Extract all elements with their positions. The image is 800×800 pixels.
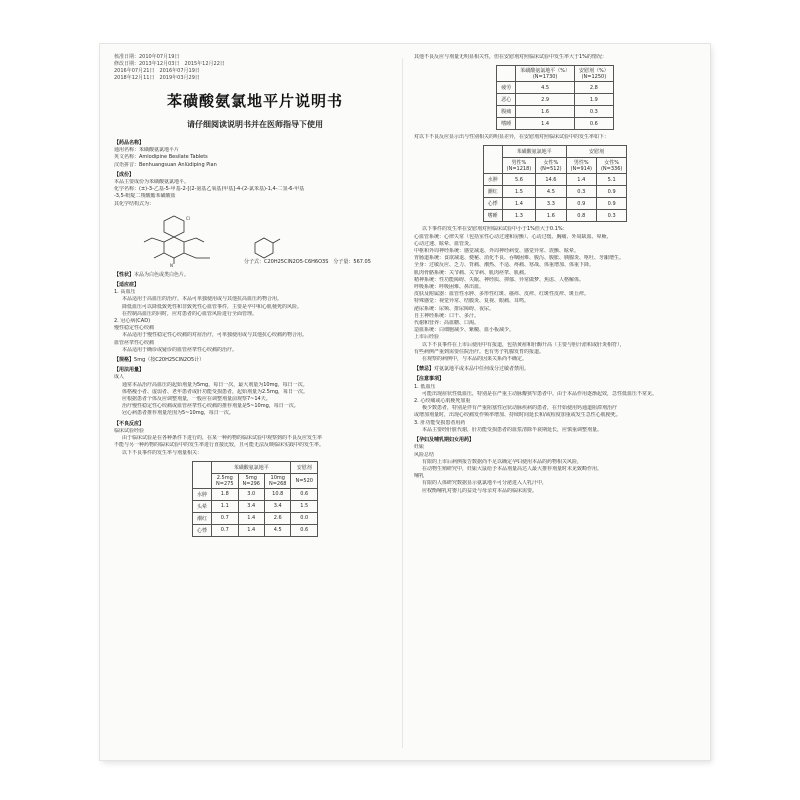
table-group-header: 安慰剂 — [291, 461, 317, 473]
text-line: 2. 冠心病(CAD) — [114, 318, 151, 325]
text-line: 上市后经验 — [414, 334, 440, 341]
text-line: 中枢和外周神经系统：感觉减退、外周神经病变、感觉异常、震颤、眩晕。 — [414, 248, 580, 255]
table-row — [483, 186, 627, 198]
section-text: 5mg（按C20H25ClN2O5计） — [134, 357, 205, 364]
table-cell: 0.9 — [596, 186, 626, 198]
table-cell: 0.9 — [596, 198, 626, 210]
table-cell: 3.4 — [265, 500, 291, 512]
text-line: 心动过速、眩晕、血管炎。 — [414, 240, 475, 247]
table-cell: 0.8 — [566, 210, 596, 222]
table-row — [193, 512, 318, 524]
molecular-formula: 分子式：C20H25ClN2O5·C6H6O3S 分子量：567.05 — [244, 258, 371, 265]
text-line: 呼吸系统：呼吸困难、鼻出血。 — [414, 284, 485, 291]
text-line: 特殊感觉：视觉异常、结膜炎、复视、眼痛、耳鸣。 — [414, 298, 530, 305]
text-line: 以下事件的发生率在安慰剂对照临床试验中小于1%但大于0.1%： — [422, 226, 568, 233]
svg-text:Cl: Cl — [186, 215, 190, 221]
text-line: 极少数患者，特别是伴有严重阻塞性冠状动脉疾病的患者，在开始使用钙通道阻滞剂治疗 — [422, 405, 618, 412]
row-label: 水肿 — [193, 488, 212, 500]
section-heading: 【成份】 — [114, 171, 135, 178]
table-header: 安慰剂（%） (N=1250) — [575, 66, 614, 82]
section-other-reactions — [414, 226, 696, 363]
table-cell: 14.6 — [536, 174, 566, 186]
text-line: 成人 — [114, 374, 125, 381]
table-row — [483, 210, 627, 222]
table-cell: 0.3 — [596, 210, 626, 222]
table-header: 苯磺酸氨氯地平（%） (N=1730) — [516, 66, 575, 82]
text-line: 在控制高血压的同时，应对患者的心血管风险进行全面管理。 — [122, 310, 258, 317]
table-cell: 4.5 — [265, 524, 291, 536]
text-line: 代谢和营养：高血糖、口渴。 — [414, 320, 480, 327]
table-cell: 0.6 — [575, 118, 614, 130]
section-text: 对氨氯地平或本品中任何成分过敏者禁用。 — [434, 366, 530, 373]
text-line: 有限的上市后病例报告数据尚不足以确定孕妇使用本品的药物相关风险， — [422, 458, 583, 465]
text-line: 有限的人体研究数据显示氨氯地平可分泌进入人乳汁中， — [422, 480, 548, 487]
text-line: 通用名称：苯磺酸氨氯地平片 — [114, 147, 180, 154]
table-subheader: 5mg N=296 — [238, 473, 264, 488]
text-line: 本品适用于慢性稳定性心绞痛的对症治疗，可单独使用或与其他抗心绞痛药物合用。 — [122, 332, 308, 339]
text-line: 慢性稳定性心绞痛 — [114, 325, 155, 332]
section-product-name — [114, 140, 396, 169]
table-group-header: 苯磺酸氨氯地平 — [212, 461, 291, 473]
table-cell: 0.6 — [291, 524, 317, 536]
table-cell: 0.3 — [575, 106, 614, 118]
document-subtitle: 请仔细阅读说明书并在医师指导下使用 — [187, 120, 323, 129]
amlodipine-structure-icon — [114, 212, 234, 268]
text-line: 本品适用于确诊或疑诊的血管痉挛性心绞痛的治疗。 — [122, 346, 238, 353]
text-line: 以下不良事件在上市后使用中有报道，包括黄疸和肝酶升高（主要与胆汁淤积或肝炎相符）， — [422, 341, 625, 348]
table-subheader: N=520 — [291, 473, 317, 488]
row-label: 嗜睡 — [483, 210, 502, 222]
revision-dates — [114, 54, 396, 82]
row-label: 腹痛 — [497, 106, 516, 118]
table-cell: 2.8 — [575, 82, 614, 94]
table-cell: 3.3 — [536, 198, 566, 210]
section-heading: 【性状】 — [114, 271, 135, 278]
text-line: 应根据患者个体反应调整剂量，一般应在调整剂量前观察7~14天。 — [122, 396, 271, 403]
text-line: 泌尿系统：尿频、排尿障碍、夜尿。 — [414, 305, 495, 312]
text-line: 英文名称：Amlodipine Besilate Tablets — [114, 154, 208, 161]
table-cell: 1.5 — [502, 186, 536, 198]
table-cell: 2.6 — [265, 512, 291, 524]
table-cell: 1.4 — [516, 118, 575, 130]
table-cell: 0.6 — [291, 488, 317, 500]
section-heading: 【注意事项】 — [414, 376, 445, 383]
text-line: 精神系统：性功能障碍、失眠、神经质、抑郁、异常做梦、焦虑、人格解体。 — [414, 276, 585, 283]
meta-line: 核准日期：2010年07月19日 — [114, 54, 180, 60]
text-line: 肌肉骨骼系统：关节痛、关节病、肌肉痉挛、肌痛。 — [414, 269, 530, 276]
text-line: 应权衡哺乳对婴儿的益处与母亲对本品的临床需要。 — [422, 487, 538, 494]
table-subheader: 男性% (N=914) — [566, 158, 596, 174]
table-row — [497, 94, 614, 106]
text-line: 汉语拼音：Benhuangsuan Anlüdiping Pian — [114, 161, 217, 168]
text-line: 治疗慢性稳定性心绞痛或血管痉挛性心绞痛的推荐剂量是5~10mg，每日一次。 — [122, 403, 299, 410]
section-text: 本品为白色或类白色片。 — [134, 271, 190, 278]
table-row — [483, 174, 627, 186]
table-cell: 4.5 — [516, 82, 575, 94]
section-heading: 【孕妇及哺乳期妇女用药】 — [414, 437, 475, 444]
text-line: 有些病例严重到需要住院治疗。也有男子乳腺发育的报道。 — [414, 348, 545, 355]
row-label: 心悸 — [483, 198, 502, 210]
text-line: -3,5-吡啶二羧酸酯苯磺酸盐 — [114, 193, 176, 200]
section-heading: 【规格】 — [114, 357, 135, 364]
text-line: 3. 肝功能受损患者用药 — [414, 419, 466, 426]
section-ingredients — [114, 172, 396, 268]
row-label: 嗜睡 — [497, 118, 516, 130]
table-cell: 0.7 — [212, 512, 238, 524]
table-subheader: 女性% (N=512) — [536, 158, 566, 174]
text-line: 临床试验经验 — [114, 427, 145, 434]
table-cell: 2.9 — [516, 94, 575, 106]
text-line: 化学名称：(±)-3-乙基-5-甲基-2-[(2-氨基乙氧基)甲基]-4-(2-氯苯基)-1,4-二氢-6-甲基 — [114, 186, 305, 193]
table-cell: 1.4 — [238, 512, 264, 524]
text-line: 不能与另一种药物的临床试验中的发生率进行直接比较，且可能无法反映临床实践中的发生率。 — [114, 442, 325, 449]
text-line: 或增加剂量时，出现心绞痛发作频率增加、持续时间延长和/或程度加重或发生急性心肌梗死。 — [414, 412, 621, 419]
dose-adverse-table — [192, 461, 318, 537]
table-cell: 1.4 — [502, 198, 536, 210]
svg-text:N: N — [170, 262, 173, 268]
right-column — [414, 54, 696, 495]
row-label: 潮红 — [193, 512, 212, 524]
text-line: 血管痉挛性心绞痛 — [114, 339, 155, 346]
text-line: 造血系统：白细胞减少、紫癜、血小板减少。 — [414, 327, 515, 334]
table-row — [483, 198, 627, 210]
table-cell: 1.9 — [575, 94, 614, 106]
text-line: 体格瘦小者、虚弱者、老年患者或肝功能受损患者，起始剂量为2.5mg，每日一次。 — [122, 388, 309, 395]
text-line: 2. 心绞痛或心肌梗死加重 — [414, 398, 471, 405]
table-subheader: 2.5mg N=275 — [212, 473, 238, 488]
table-row — [193, 524, 318, 536]
meta-line: 2018年12月11日 2019年03月29日 — [114, 75, 200, 81]
table-cell: 10.8 — [265, 488, 291, 500]
row-label: 潮红 — [483, 186, 502, 198]
text-line: 其化学结构式为： — [114, 200, 155, 207]
table-cell: 5.6 — [502, 174, 536, 186]
table-group-header: 安慰剂 — [566, 146, 627, 158]
section-dosage — [114, 367, 396, 417]
table-cell: 1.3 — [502, 210, 536, 222]
text-line: 可能出现症状性低血压，特别是在严重主动脉瓣狭窄患者中。由于本品作用逐渐起效，急性低血压不常见。 — [422, 390, 658, 397]
table-corner-cell — [193, 461, 212, 488]
section-heading: 【不良反应】 — [114, 420, 145, 427]
section-heading: 【适应症】 — [114, 282, 140, 289]
table-cell: 1.1 — [212, 500, 238, 512]
table-cell: 5.1 — [596, 174, 626, 186]
text-line: 以下不良事件的发生率与剂量相关： — [122, 449, 203, 456]
leaflet-page — [100, 44, 710, 760]
table-row — [497, 106, 614, 118]
text-line: 本品主要经肝脏代谢，肝功能受损患者的血浆清除半衰期延长，应慎重调整剂量。 — [422, 426, 603, 433]
table-group-header: 苯磺酸氨氯地平 — [502, 146, 566, 158]
table-cell: 3.0 — [238, 488, 264, 500]
chemical-structure — [114, 212, 396, 268]
table-corner-cell — [483, 146, 502, 174]
text-line: 皮肤及附属器：血管性水肿、多形性红斑、瘙痒、皮疹、红斑性皮疹、斑丘疹。 — [414, 291, 590, 298]
text-line: 自主神经系统：口干、多汗。 — [414, 312, 480, 319]
table-cell: 1.5 — [291, 500, 317, 512]
document-title: 苯磺酸氨氯地平片说明书 — [166, 92, 343, 110]
row-label: 心悸 — [193, 524, 212, 536]
section-indications — [114, 282, 396, 354]
text-line: 胃肠道系统：食欲减退、便秘、消化不良、吞咽困难、腹泻、腹胀、胰腺炎、呕吐、牙龈增生。 — [414, 255, 625, 262]
table-subheader: 男性% (N=1218) — [502, 158, 536, 174]
table-cell: 1.6 — [516, 106, 575, 118]
text-line: 其他不良反应与剂量无明显相关性，但在安慰剂对照临床试验中发生率大于1%的情况： — [414, 54, 607, 60]
table-cell: 3.4 — [238, 500, 264, 512]
text-line: 全身：过敏反应、乏力、背痛、潮热、不适、疼痛、寒战、体重增加、体重下降。 — [414, 262, 595, 269]
table-row — [193, 488, 318, 500]
section-heading: 【禁忌】 — [414, 366, 435, 373]
table-cell: 0.9 — [566, 198, 596, 210]
table-cell: 1.8 — [212, 488, 238, 500]
text-line: 心血管系统：心律失常（包括室性心动过速和房颤）、心动过缓、胸痛、外周缺血、晕厥、 — [414, 233, 612, 240]
section-heading: 【药品名称】 — [114, 140, 145, 146]
text-line: 本品主要成份为苯磺酸氨氯地平。 — [114, 179, 190, 186]
section-precautions — [414, 376, 696, 434]
table-cell: 1.4 — [238, 524, 264, 536]
section-appearance — [114, 272, 396, 279]
row-label: 恶心 — [497, 94, 516, 106]
row-label: 头晕 — [193, 500, 212, 512]
table-row — [497, 82, 614, 94]
meta-line: 2016年07月21日 2016年07月19日 — [114, 68, 200, 74]
table-subheader: 10mg N=268 — [265, 473, 291, 488]
text-line: 在动物生殖研究中，妊娠大鼠给予本品剂量高达人最大推荐剂量时未见致畸作用。 — [422, 465, 603, 472]
table-corner-cell — [497, 66, 516, 82]
table-cell: 1.4 — [566, 174, 596, 186]
column-divider — [402, 58, 403, 748]
text-line: 1. 高血压 — [114, 289, 136, 296]
section-specification — [114, 357, 396, 364]
text-line: 对以下不良反应显示出与性别相关的明显差异，在安慰剂对照临床试验中的发生率如下： — [414, 134, 610, 141]
text-line: 1. 低血压 — [414, 383, 436, 390]
table-cell: 1.6 — [536, 210, 566, 222]
row-label: 疲劳 — [497, 82, 516, 94]
section-gender-note — [414, 134, 696, 141]
table-subheader: 女性% (N=336) — [596, 158, 626, 174]
text-line: 本品适用于高血压的治疗。本品可单独使用或与其他抗高血压药物合用。 — [122, 296, 283, 303]
section-heading: 【用法用量】 — [114, 367, 145, 374]
row-label: 水肿 — [483, 174, 502, 186]
table-cell: 0.3 — [566, 186, 596, 198]
meta-line: 修改日期：2013年12月03日 2015年12月22日 — [114, 61, 225, 67]
section-contraindications — [414, 366, 696, 373]
section-pregnancy — [414, 437, 696, 495]
text-line: 通常本品治疗高血压的起始剂量为5mg，每日一次，最大剂量为10mg，每日一次。 — [122, 381, 308, 388]
placebo-compare-table — [496, 65, 614, 130]
text-line: 降低血压可以降低致死性和非致死性心血管事件，主要是卒中和心肌梗死的风险。 — [122, 303, 303, 310]
text-line: 由于临床试验是在各种条件下进行的，在某一种药物的临床试验中观察到的不良反应发生率 — [122, 435, 323, 442]
table-row — [497, 118, 614, 130]
table-cell: 4.5 — [536, 186, 566, 198]
text-line: 在观察的病例中，与本品的因果关系尚不确定。 — [422, 356, 528, 363]
text-line: 妊娠 — [414, 444, 425, 451]
text-line: 哺乳 — [414, 473, 425, 480]
section-adverse-continued — [414, 54, 696, 61]
gender-compare-table — [483, 145, 628, 222]
text-line: 冠心病患者推荐剂量范围为5~10mg，每日一次。 — [122, 410, 234, 417]
section-adverse-reactions — [114, 421, 396, 457]
text-line: 风险总结 — [414, 451, 435, 458]
table-cell: 0.0 — [291, 512, 317, 524]
table-row — [193, 500, 318, 512]
left-column — [114, 54, 396, 541]
table-cell: 0.7 — [212, 524, 238, 536]
